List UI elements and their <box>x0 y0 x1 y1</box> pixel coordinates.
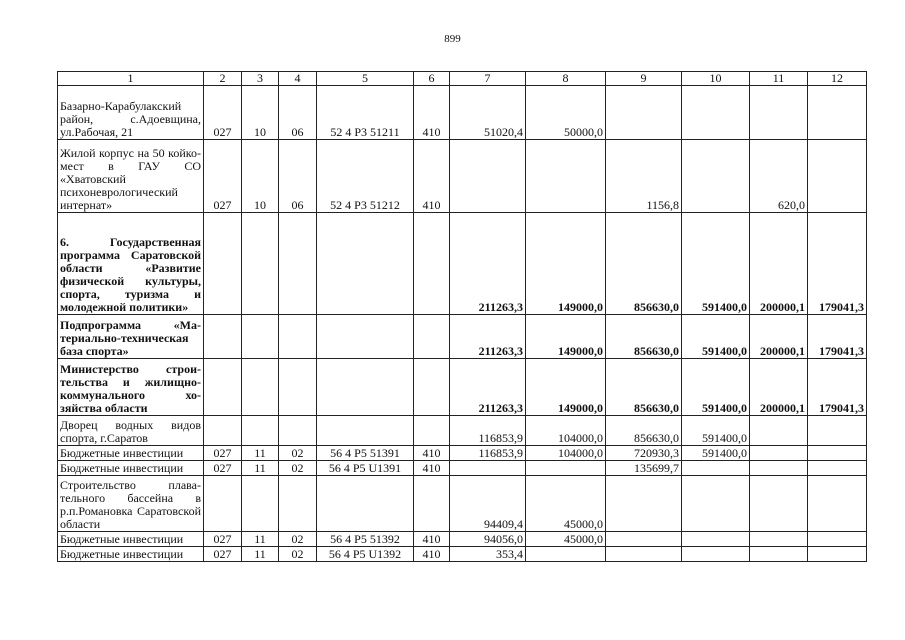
cell: 591400,0 <box>682 446 750 461</box>
page-number: 899 <box>444 33 461 45</box>
cell <box>808 547 867 562</box>
cell: 591400,0 <box>682 315 750 359</box>
column-header: 6 <box>414 72 450 86</box>
cell: 104000,0 <box>526 446 606 461</box>
cell: 02 <box>279 446 317 461</box>
cell: 149000,0 <box>526 359 606 416</box>
cell: 56 4 Р5 U1391 <box>317 461 414 476</box>
cell: 856630,0 <box>606 213 682 315</box>
cell: 027 <box>204 140 242 213</box>
cell: 52 4 Р3 51212 <box>317 140 414 213</box>
cell: 56 4 Р5 51391 <box>317 446 414 461</box>
column-header: 9 <box>606 72 682 86</box>
row-name: Базарно-Карабулакский район, с.Адоевщина, ул.Рабочая, 21 <box>58 86 204 140</box>
cell: 200000,1 <box>750 213 808 315</box>
row-name: Министерство строительства и жилищно-коммунального хозяйства области <box>58 359 204 416</box>
cell: 02 <box>279 532 317 547</box>
cell <box>606 532 682 547</box>
cell <box>414 476 450 532</box>
cell <box>317 416 414 446</box>
cell <box>242 416 279 446</box>
cell <box>242 213 279 315</box>
budget-table <box>57 71 867 562</box>
cell: 06 <box>279 140 317 213</box>
row-name: 6. Государственная программа Саратовской области «Развитие физической культуры, спорта, туризма и молодежной политики» <box>58 213 204 315</box>
table-header-row <box>58 72 867 86</box>
table-row <box>58 213 867 315</box>
cell <box>279 416 317 446</box>
cell <box>808 461 867 476</box>
cell: 45000,0 <box>526 532 606 547</box>
cell: 410 <box>414 140 450 213</box>
cell: 200000,1 <box>750 359 808 416</box>
cell: 135699,7 <box>606 461 682 476</box>
cell <box>204 359 242 416</box>
cell: 027 <box>204 547 242 562</box>
cell: 11 <box>242 461 279 476</box>
cell <box>682 140 750 213</box>
cell <box>750 86 808 140</box>
cell <box>526 140 606 213</box>
cell <box>204 315 242 359</box>
table-row <box>58 547 867 562</box>
cell <box>450 461 526 476</box>
cell: 211263,3 <box>450 213 526 315</box>
cell <box>808 532 867 547</box>
cell: 116853,9 <box>450 416 526 446</box>
cell: 856630,0 <box>606 416 682 446</box>
cell <box>526 461 606 476</box>
cell <box>450 140 526 213</box>
table-row <box>58 461 867 476</box>
cell: 591400,0 <box>682 359 750 416</box>
cell <box>606 547 682 562</box>
cell <box>279 315 317 359</box>
cell: 52 4 Р3 51211 <box>317 86 414 140</box>
table-row <box>58 476 867 532</box>
table-row <box>58 416 867 446</box>
cell: 94056,0 <box>450 532 526 547</box>
cell: 10 <box>242 140 279 213</box>
cell <box>317 213 414 315</box>
column-header: 11 <box>750 72 808 86</box>
row-name: Строительство плавательного бассейна в р.п.Романовка Саратовской области <box>58 476 204 532</box>
column-header: 8 <box>526 72 606 86</box>
cell: 116853,9 <box>450 446 526 461</box>
cell: 56 4 Р5 51392 <box>317 532 414 547</box>
cell: 11 <box>242 532 279 547</box>
cell <box>750 416 808 446</box>
column-header: 10 <box>682 72 750 86</box>
table-row <box>58 532 867 547</box>
cell: 1156,8 <box>606 140 682 213</box>
cell: 591400,0 <box>682 213 750 315</box>
cell: 211263,3 <box>450 315 526 359</box>
cell <box>414 359 450 416</box>
cell <box>750 532 808 547</box>
column-header: 12 <box>808 72 867 86</box>
row-name: Жилой корпус на 50 койко-мест в ГАУ СО «Хватовский психоневрологический интернат» <box>58 140 204 213</box>
cell <box>808 140 867 213</box>
table-row <box>58 359 867 416</box>
cell <box>808 86 867 140</box>
cell <box>204 476 242 532</box>
cell: 11 <box>242 547 279 562</box>
cell: 410 <box>414 547 450 562</box>
cell: 410 <box>414 86 450 140</box>
cell: 02 <box>279 461 317 476</box>
column-header: 5 <box>317 72 414 86</box>
cell: 027 <box>204 461 242 476</box>
column-header: 1 <box>58 72 204 86</box>
cell <box>279 476 317 532</box>
cell <box>279 359 317 416</box>
cell: 410 <box>414 461 450 476</box>
cell: 45000,0 <box>526 476 606 532</box>
column-header: 7 <box>450 72 526 86</box>
row-name: Бюджетные инвестиции <box>58 446 204 461</box>
cell: 179041,3 <box>808 213 867 315</box>
cell: 149000,0 <box>526 213 606 315</box>
column-header: 4 <box>279 72 317 86</box>
cell <box>204 416 242 446</box>
cell: 11 <box>242 446 279 461</box>
row-name: Дворец водных видов спорта, г.Саратов <box>58 416 204 446</box>
cell: 353,4 <box>450 547 526 562</box>
cell <box>682 476 750 532</box>
cell: 06 <box>279 86 317 140</box>
cell: 620,0 <box>750 140 808 213</box>
cell: 179041,3 <box>808 359 867 416</box>
table-row <box>58 446 867 461</box>
cell <box>526 547 606 562</box>
cell <box>808 446 867 461</box>
cell <box>750 476 808 532</box>
cell: 56 4 Р5 U1392 <box>317 547 414 562</box>
column-header: 3 <box>242 72 279 86</box>
cell: 856630,0 <box>606 359 682 416</box>
table-row <box>58 315 867 359</box>
cell <box>414 315 450 359</box>
cell <box>414 213 450 315</box>
cell: 149000,0 <box>526 315 606 359</box>
cell <box>682 86 750 140</box>
cell: 027 <box>204 532 242 547</box>
row-name: Подпрограмма «Материально-техническая база спорта» <box>58 315 204 359</box>
cell: 50000,0 <box>526 86 606 140</box>
cell: 856630,0 <box>606 315 682 359</box>
cell <box>204 213 242 315</box>
row-name: Бюджетные инвестиции <box>58 461 204 476</box>
cell <box>242 476 279 532</box>
cell <box>606 476 682 532</box>
cell <box>242 315 279 359</box>
cell: 94409,4 <box>450 476 526 532</box>
cell <box>750 446 808 461</box>
cell: 104000,0 <box>526 416 606 446</box>
row-name: Бюджетные инвестиции <box>58 532 204 547</box>
cell: 720930,3 <box>606 446 682 461</box>
cell <box>317 476 414 532</box>
cell: 211263,3 <box>450 359 526 416</box>
column-header: 2 <box>204 72 242 86</box>
cell: 410 <box>414 446 450 461</box>
cell: 200000,1 <box>750 315 808 359</box>
cell <box>682 461 750 476</box>
cell: 179041,3 <box>808 315 867 359</box>
cell <box>242 359 279 416</box>
row-name: Бюджетные инвестиции <box>58 547 204 562</box>
cell: 51020,4 <box>450 86 526 140</box>
cell <box>750 547 808 562</box>
cell: 027 <box>204 86 242 140</box>
cell <box>750 461 808 476</box>
cell: 02 <box>279 547 317 562</box>
cell <box>606 86 682 140</box>
cell <box>279 213 317 315</box>
table-row <box>58 86 867 140</box>
table-row <box>58 140 867 213</box>
cell <box>317 359 414 416</box>
cell: 027 <box>204 446 242 461</box>
cell <box>682 532 750 547</box>
cell: 410 <box>414 532 450 547</box>
cell <box>808 476 867 532</box>
cell: 10 <box>242 86 279 140</box>
cell <box>317 315 414 359</box>
cell: 591400,0 <box>682 416 750 446</box>
cell <box>682 547 750 562</box>
cell <box>808 416 867 446</box>
cell <box>414 416 450 446</box>
